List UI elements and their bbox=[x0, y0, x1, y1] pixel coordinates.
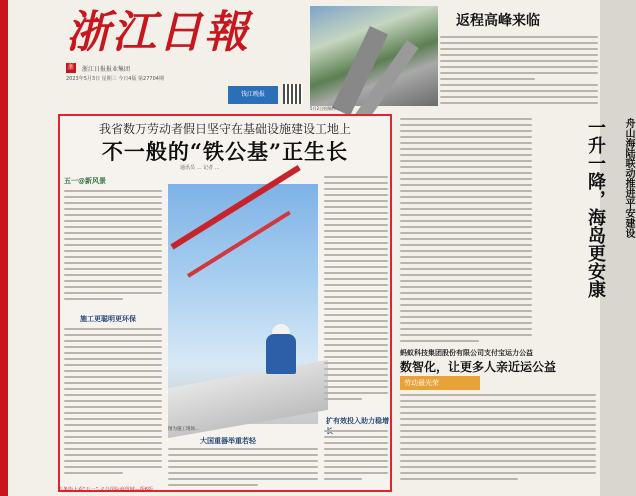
text-col-3b bbox=[324, 430, 388, 488]
right-top-headline[interactable]: 返程高峰来临 bbox=[456, 13, 540, 29]
text-col-1 bbox=[64, 190, 162, 310]
second-story-text bbox=[400, 394, 596, 490]
group-name: 浙江日报报业集团 bbox=[82, 65, 131, 73]
subhead-1: 五一@新风景 bbox=[64, 177, 106, 185]
left-red-edge bbox=[0, 0, 8, 496]
footer-strip[interactable]: 五条街上看“五一”·义乌国际商贸城—版6版 bbox=[58, 487, 153, 493]
worker-figure bbox=[266, 334, 296, 374]
second-story-tag: 劳动最光荣 bbox=[400, 376, 480, 390]
issue-info: 2023年5月3日 星期三 今日4版 第27704期 bbox=[66, 76, 164, 82]
top-photo bbox=[310, 6, 438, 106]
article-byline: 通讯员 … 记者 … bbox=[180, 165, 220, 171]
construction-photo bbox=[168, 184, 318, 424]
subhead-2: 施工更聪明更环保 bbox=[80, 315, 136, 323]
text-col-2 bbox=[168, 448, 318, 490]
masthead bbox=[66, 6, 286, 60]
right-feature-text bbox=[400, 118, 532, 348]
photo-caption: 图为施工现场... bbox=[168, 427, 200, 432]
group-logo-icon: 浙 bbox=[67, 64, 74, 71]
qr-code-icon[interactable] bbox=[283, 84, 303, 104]
crane-arm bbox=[170, 165, 300, 250]
subhead-4: 扩有效投入助力稳增 bbox=[326, 417, 389, 425]
article-kicker: 我省数万劳动者假日坚守在基础设施建设工地上 bbox=[98, 122, 351, 136]
second-story-headline[interactable]: 数智化，让更多人亲近运公益 bbox=[400, 360, 557, 374]
text-col-1b bbox=[64, 328, 162, 488]
text-col-3 bbox=[324, 176, 388, 416]
masthead-logo: 浙江日報 bbox=[66, 7, 250, 58]
top-photo-caption: 5月2日拍摄的... bbox=[310, 106, 339, 111]
article-headline: 不一般的“铁公基”正生长 bbox=[101, 139, 349, 164]
app-banner[interactable]: 钱江晚报 bbox=[228, 86, 278, 104]
right-feature-kicker: 舟山海陆联动推进平安建设 bbox=[623, 118, 634, 238]
right-feature-headline[interactable]: 一升一降，海岛更安康 bbox=[585, 118, 606, 298]
group-row bbox=[66, 62, 306, 74]
right-top-text bbox=[440, 36, 598, 116]
subhead-3: 大国重器举重若轻 bbox=[200, 437, 256, 445]
second-story-kicker: 蚂蚁科技集团股份有限公司支付宝运力公益 bbox=[400, 349, 533, 357]
main-article[interactable] bbox=[58, 114, 392, 492]
